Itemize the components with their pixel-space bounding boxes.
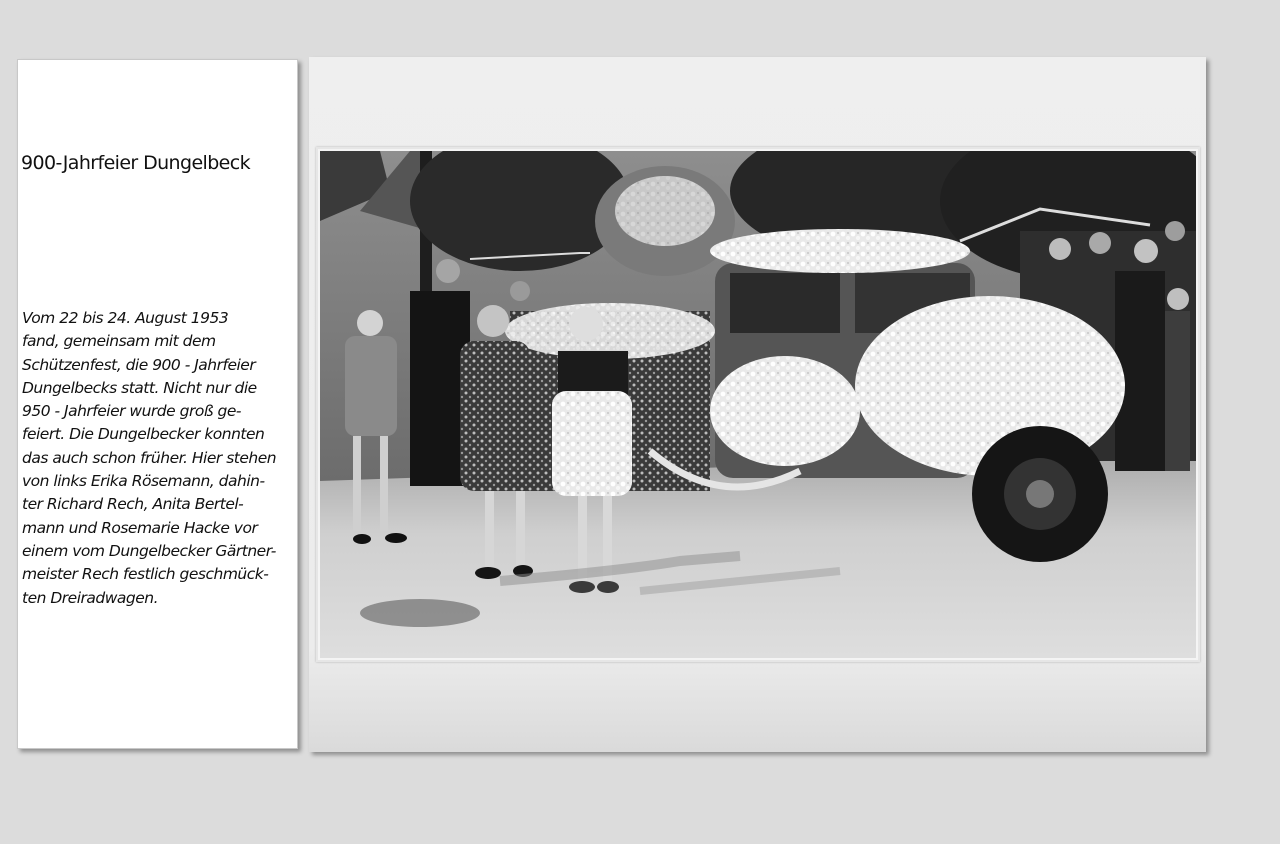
photo-panel [309, 57, 1206, 752]
caption-title: 900-Jahrfeier Dungelbeck [21, 152, 251, 174]
caption-line: mann und Rosemarie Hacke vor [22, 518, 258, 537]
caption-line: fand, gemeinsam mit dem [22, 332, 216, 351]
caption-line: ter Richard Rech, Anita Bertel- [22, 495, 244, 514]
historical-photo [320, 151, 1196, 658]
caption-panel [17, 59, 298, 749]
caption-line: das auch schon früher. Hier stehen [22, 448, 277, 467]
caption-line: meister Rech festlich geschmück- [22, 565, 269, 584]
caption-line: 950 - Jahrfeier wurde groß ge- [22, 402, 241, 421]
caption-line: Vom 22 bis 24. August 1953 [22, 309, 229, 327]
caption-line: feiert. Die Dungelbecker konnten [22, 425, 265, 444]
caption-line: Schützenfest, die 900 - Jahrfeier [22, 355, 256, 374]
caption-text [22, 307, 299, 610]
caption-line: von links Erika Rösemann, dahin- [22, 472, 265, 491]
caption-line: Dungelbecks statt. Nicht nur die [22, 378, 257, 397]
photo-frame[interactable] [316, 147, 1200, 662]
caption-line: ten Dreiradwagen. [22, 588, 159, 607]
caption-line: einem vom Dungelbecker Gärtner- [22, 541, 276, 560]
